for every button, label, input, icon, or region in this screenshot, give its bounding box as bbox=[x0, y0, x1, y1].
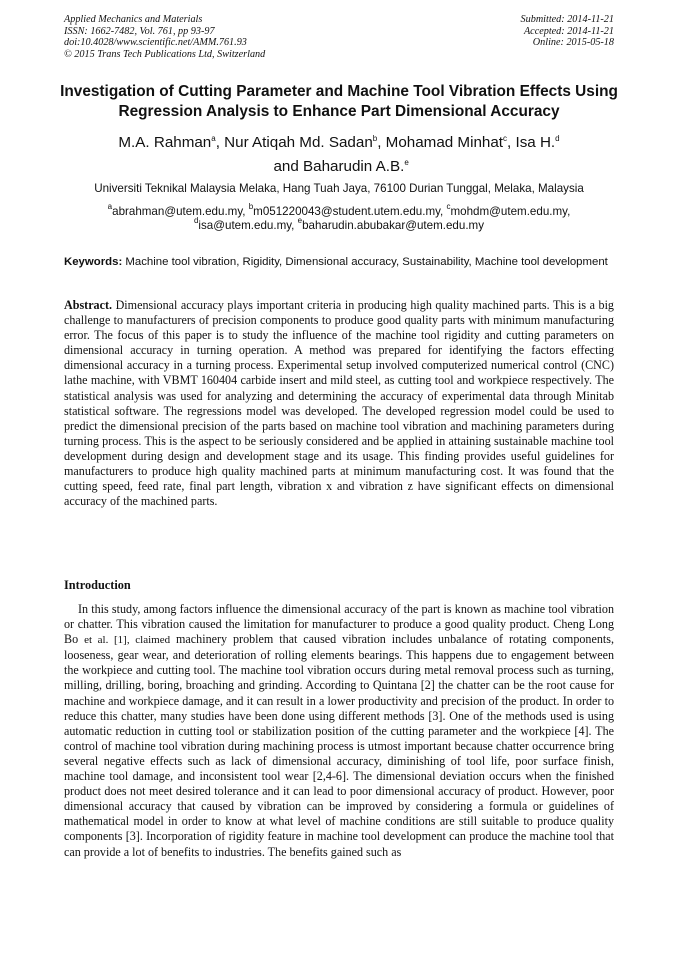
journal-copyright: © 2015 Trans Tech Publications Ltd, Switzerland bbox=[64, 48, 266, 60]
journal-issn: ISSN: 1662-7482, Vol. 761, pp 93-97 bbox=[64, 25, 215, 37]
author-list bbox=[40, 131, 638, 179]
submitted-date: Submitted: 2014-11-21 bbox=[520, 14, 614, 25]
accepted-date: Accepted: 2014-11-21 bbox=[523, 25, 614, 37]
affiliation: Universiti Teknikal Malaysia Melaka, Hang Tuah Jaya, 76100 Durian Tunggal, Melaka, Malaysia bbox=[94, 182, 584, 195]
abstract-text: Dimensional accuracy plays important criteria in producing high quality machined parts. This is a big challenge to manufacturers of precision components to produce good quality parts with minimum manufacturing error. The focus of this paper is to study the influence of the machine tool rigidity and cutting parameters on dimensional accuracy in turning operation. A method was prepared for identifying the factors effecting dimensional accuracy in a turning process. Experimental setup involved computerized numerical control (CNC) lathe machine, with VBMT 160404 carbide insert and mild steel, as cutting tool and workpiece respectively. The statistical analysis was used for analyzing and determining the accuracy of experimental data through Minitab statistical software. The regressions model was developed. The developed regression model could be used to predict the dimensional precision of the parts based on machine tool vibration and machining parameters during turning process. This is the aspect to be seriously considered and be applied in attaining sustainable machine tool development during design and development stage and its usage. This finding provides useful guidelines for manufacturers to produce high quality machined parts at minimum manufacturing cost. It was found that the cutting speed, feed rate, final part length, vibration x and vibration z have significant effects on dimensional accuracy of the machined parts. bbox=[64, 298, 614, 509]
abstract-paragraph bbox=[64, 298, 614, 509]
author: M.A. Rahman$^a$, bbox=[118, 134, 225, 151]
journal-doi[interactable]: doi:10.4028/www.scientific.net/AMM.761.93 bbox=[64, 37, 247, 49]
abstract-label: Abstract. bbox=[64, 298, 113, 312]
email-link[interactable]: $^a$abrahman@utem.edu.my, bbox=[107, 202, 246, 218]
email-link[interactable]: $^c$mohdm@utem.edu.my, bbox=[446, 202, 571, 218]
keywords-label: Keywords: bbox=[64, 256, 123, 268]
introduction-paragraph: In this study, among factors influence the dimensional accuracy of the part is known as machine tool vibration or chatter. This vibration caused the limitation for manufacturer to produce a good quality product. Cheng Long Bo et al. [1], claimed machinery problem that caused vibration includes unbalance of rotating components, looseness, gear wear, and deterioration of rolling elements bearings. This happens due to engagement between the workpiece and cutting tool. The machine tool vibration occurs during metal removal process such as turning, milling, drilling, boring, broaching and grinding. According to Quintana [2] the chatter can be the root cause for machine and workpiece damage, and it can result in a lower productivity and precision of the product. In order to reduce this chatter, many studies have been done using different methods [3]. One of the methods used is using automatic reduction in cutting tool or stabilization position of the cutting parameter and the workpiece [4]. The control of machine tool vibration during machining process is utmost important because chatter occurrence bring several negative effects such as lack of dimensional accuracy, diminishing of tool life, poor surface finish, machine tool damage, and inconsistent tool wear [2,4-6]. The dimensional deviation occurs when the finished product does not meet desired tolerance and it can lead to poor dimensional accuracy of product. However, poor dimensional accuracy that caused by vibration can be improved by considering a formula or guidelines of mathematical model in order to know at what level of machine conditions are still suitable to produce quality components [3]. Incorporation of rigidity feature in machine tool development can produce the machine tool that can provide a lot of benefits to industries. The benefits gained such as bbox=[64, 602, 614, 859]
keywords-text: Machine tool vibration, Rigidity, Dimensional accuracy, Sustainability, Machine tool development bbox=[125, 256, 608, 268]
author: Isa H.$^d$ bbox=[515, 134, 560, 151]
journal-info bbox=[64, 14, 265, 60]
author: Mohamad Minhat$^c$, bbox=[385, 134, 516, 151]
email-link[interactable]: $^e$baharudin.abubakar@utem.edu.my bbox=[297, 216, 485, 232]
author: and Baharudin A.B.$^e$ bbox=[269, 158, 409, 175]
email-list bbox=[40, 202, 638, 233]
publication-dates bbox=[521, 14, 614, 49]
paper-title: Investigation of Cutting Parameter and Machine Tool Vibration Effects Using Regression Analysis to Enhance Part Dimensional Accuracy bbox=[60, 83, 618, 120]
journal-name: Applied Mechanics and Materials bbox=[64, 14, 203, 25]
keywords-paragraph bbox=[64, 255, 614, 269]
citation-text: et al. [1], claimed bbox=[84, 634, 171, 647]
email-link[interactable]: $^d$isa@utem.edu.my, bbox=[193, 216, 295, 232]
email-link[interactable]: $^b$m051220043@student.utem.edu.my, bbox=[248, 202, 444, 218]
section-heading-introduction: Introduction bbox=[64, 578, 131, 592]
online-date: Online: 2015-05-18 bbox=[532, 37, 614, 49]
author: Nur Atiqah Md. Sadan$^b$, bbox=[224, 134, 386, 151]
